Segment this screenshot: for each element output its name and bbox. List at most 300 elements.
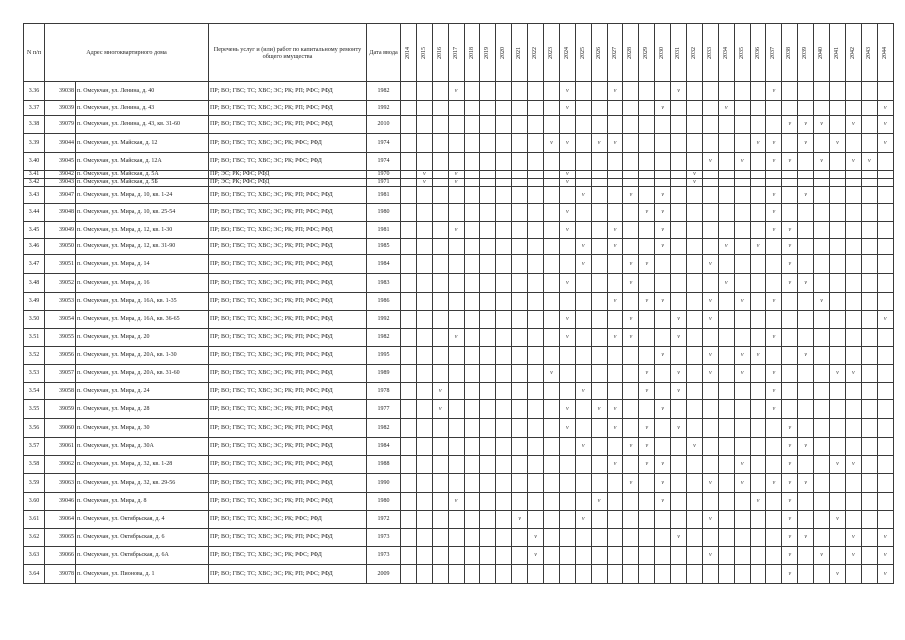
year-cell-2026 — [591, 529, 607, 547]
year-cell-2036 — [750, 474, 766, 493]
year-cell-2035 — [734, 171, 750, 179]
year-cell-2039 — [798, 365, 814, 383]
year-cell-2014 — [401, 474, 417, 493]
year-cell-2041 — [830, 274, 846, 293]
services-list: ПР; ЭС; РК; РФС; РФД — [209, 171, 367, 179]
year-cell-2041 — [830, 204, 846, 222]
year-cell-2042 — [845, 329, 861, 347]
house-code: 39038 — [45, 82, 76, 101]
year-cell-2016 — [432, 565, 448, 584]
year-cell-2015 — [416, 365, 432, 383]
year-cell-2029 — [639, 565, 655, 584]
work-mark-2030: v — [655, 456, 671, 474]
year-cell-2043 — [861, 565, 877, 584]
work-mark-2039: v — [798, 474, 814, 493]
row-number: 3.41 — [24, 171, 45, 179]
house-address: п. Омсукчан, ул. Мира, д. 24 — [76, 383, 209, 400]
year-cell-2041 — [830, 547, 846, 565]
work-mark-2033: v — [702, 474, 718, 493]
house-address: п. Омсукчан, ул. Мира, д. 30 — [76, 419, 209, 438]
year-cell-2033 — [702, 493, 718, 511]
year-cell-2019 — [480, 565, 496, 584]
year-cell-2033 — [702, 329, 718, 347]
work-mark-2023: v — [544, 134, 560, 153]
house-code: 39054 — [45, 311, 76, 329]
year-cell-2028 — [623, 171, 639, 179]
work-mark-2044: v — [877, 565, 893, 584]
year-cell-2036 — [750, 565, 766, 584]
row-number: 3.43 — [24, 187, 45, 204]
year-cell-2041 — [830, 179, 846, 187]
year-cell-2029 — [639, 329, 655, 347]
year-cell-2033 — [702, 187, 718, 204]
year-cell-2034 — [718, 187, 734, 204]
year-cell-2014 — [401, 239, 417, 255]
year-cell-2042 — [845, 134, 861, 153]
year-cell-2040 — [814, 239, 830, 255]
year-cell-2043 — [861, 474, 877, 493]
year-cell-2030 — [655, 179, 671, 187]
work-mark-2028: v — [623, 274, 639, 293]
work-mark-2043: v — [861, 153, 877, 171]
commission-year: 1977 — [367, 400, 401, 419]
year-cell-2040 — [814, 101, 830, 116]
year-cell-2026 — [591, 311, 607, 329]
work-mark-2027: v — [607, 82, 623, 101]
year-cell-2031 — [671, 116, 687, 134]
year-cell-2024 — [559, 456, 575, 474]
house-code: 39050 — [45, 239, 76, 255]
year-cell-2028 — [623, 419, 639, 438]
house-code: 39055 — [45, 329, 76, 347]
year-cell-2044 — [877, 153, 893, 171]
work-mark-2024: v — [559, 101, 575, 116]
table-row — [24, 329, 894, 347]
year-cell-2036 — [750, 547, 766, 565]
year-cell-2039 — [798, 255, 814, 274]
year-cell-2031 — [671, 565, 687, 584]
year-cell-2022 — [528, 239, 544, 255]
year-cell-2022 — [528, 255, 544, 274]
commission-year: 1973 — [367, 529, 401, 547]
year-cell-2036 — [750, 311, 766, 329]
house-address: п. Омсукчан, ул. Майская, д. 12А — [76, 153, 209, 171]
year-cell-2033 — [702, 171, 718, 179]
year-cell-2029 — [639, 153, 655, 171]
work-mark-2038: v — [782, 529, 798, 547]
house-address: п. Омсукчан, ул. Майская, д. 5А — [76, 171, 209, 179]
work-mark-2031: v — [671, 311, 687, 329]
year-cell-2020 — [496, 101, 512, 116]
year-cell-2032 — [687, 474, 703, 493]
year-cell-2022 — [528, 187, 544, 204]
services-list: ПР; ВО; ГВС; ТС; ХВС; ЭС; РК; РП; РФС; РФД — [209, 565, 367, 584]
year-cell-2021 — [512, 179, 528, 187]
year-cell-2022 — [528, 82, 544, 101]
services-list: ПР; ВО; ГВС; ТС; ХВС; ЭС; РК; РП; РФС; РФД — [209, 474, 367, 493]
work-mark-2037: v — [766, 134, 782, 153]
work-mark-2038: v — [782, 565, 798, 584]
year-cell-2029 — [639, 82, 655, 101]
house-address: п. Омсукчан, ул. Майская, д. 12 — [76, 134, 209, 153]
commission-year: 2009 — [367, 565, 401, 584]
header-year-2032: 2032 — [687, 24, 703, 82]
year-cell-2034 — [718, 529, 734, 547]
year-cell-2033 — [702, 529, 718, 547]
year-cell-2041 — [830, 101, 846, 116]
year-cell-2025 — [575, 311, 591, 329]
year-cell-2020 — [496, 293, 512, 311]
header-year-2028: 2028 — [623, 24, 639, 82]
year-cell-2021 — [512, 239, 528, 255]
year-cell-2032 — [687, 329, 703, 347]
year-cell-2030 — [655, 419, 671, 438]
house-code: 39057 — [45, 365, 76, 383]
commission-year: 1988 — [367, 456, 401, 474]
work-mark-2016: v — [432, 400, 448, 419]
year-cell-2019 — [480, 239, 496, 255]
year-cell-2018 — [464, 101, 480, 116]
work-mark-2038: v — [782, 493, 798, 511]
commission-year: 1990 — [367, 474, 401, 493]
house-code: 39048 — [45, 204, 76, 222]
year-cell-2017 — [448, 134, 464, 153]
year-cell-2036 — [750, 274, 766, 293]
year-cell-2035 — [734, 116, 750, 134]
row-number: 3.54 — [24, 383, 45, 400]
year-cell-2015 — [416, 222, 432, 239]
table-row — [24, 239, 894, 255]
year-cell-2040 — [814, 274, 830, 293]
year-cell-2041 — [830, 293, 846, 311]
services-list: ПР; ВО; ГВС; ТС; ХВС; ЭС; РК; РП; РФС; РФД — [209, 347, 367, 365]
year-cell-2015 — [416, 529, 432, 547]
year-cell-2044 — [877, 329, 893, 347]
year-cell-2038 — [782, 204, 798, 222]
row-number: 3.38 — [24, 116, 45, 134]
header-year-2014: 2014 — [401, 24, 417, 82]
row-number: 3.48 — [24, 274, 45, 293]
year-cell-2034 — [718, 255, 734, 274]
year-cell-2033 — [702, 204, 718, 222]
year-cell-2023 — [544, 222, 560, 239]
year-cell-2038 — [782, 187, 798, 204]
work-mark-2027: v — [607, 293, 623, 311]
year-cell-2029 — [639, 101, 655, 116]
year-cell-2024 — [559, 347, 575, 365]
year-cell-2014 — [401, 274, 417, 293]
header-year-2040: 2040 — [814, 24, 830, 82]
year-cell-2020 — [496, 311, 512, 329]
table-row — [24, 255, 894, 274]
header-year-2026: 2026 — [591, 24, 607, 82]
year-cell-2020 — [496, 255, 512, 274]
work-mark-2017: v — [448, 82, 464, 101]
table-row — [24, 493, 894, 511]
header-year-2036: 2036 — [750, 24, 766, 82]
year-cell-2016 — [432, 511, 448, 529]
year-cell-2018 — [464, 365, 480, 383]
work-mark-2042: v — [845, 153, 861, 171]
work-mark-2030: v — [655, 222, 671, 239]
header-services: Перечень услуг и (или) работ по капитальному ремонту общего имущества — [209, 24, 367, 82]
house-code: 39063 — [45, 474, 76, 493]
year-cell-2033 — [702, 82, 718, 101]
work-mark-2044: v — [877, 101, 893, 116]
table-row — [24, 547, 894, 565]
work-mark-2030: v — [655, 493, 671, 511]
year-cell-2014 — [401, 329, 417, 347]
year-cell-2028 — [623, 529, 639, 547]
work-mark-2028: v — [623, 329, 639, 347]
year-cell-2025 — [575, 274, 591, 293]
year-cell-2032 — [687, 293, 703, 311]
year-cell-2014 — [401, 204, 417, 222]
year-cell-2015 — [416, 293, 432, 311]
year-cell-2040 — [814, 179, 830, 187]
table-row — [24, 383, 894, 400]
year-cell-2014 — [401, 493, 417, 511]
year-cell-2021 — [512, 400, 528, 419]
year-cell-2044 — [877, 239, 893, 255]
year-cell-2034 — [718, 153, 734, 171]
year-cell-2028 — [623, 511, 639, 529]
year-cell-2020 — [496, 565, 512, 584]
work-mark-2041: v — [830, 565, 846, 584]
year-cell-2023 — [544, 383, 560, 400]
commission-year: 1981 — [367, 187, 401, 204]
row-number: 3.46 — [24, 239, 45, 255]
year-cell-2015 — [416, 347, 432, 365]
year-cell-2022 — [528, 116, 544, 134]
year-cell-2015 — [416, 153, 432, 171]
year-cell-2018 — [464, 565, 480, 584]
house-code: 39042 — [45, 171, 76, 179]
year-cell-2035 — [734, 329, 750, 347]
year-cell-2043 — [861, 274, 877, 293]
year-cell-2015 — [416, 511, 432, 529]
work-mark-2034: v — [718, 239, 734, 255]
year-cell-2034 — [718, 293, 734, 311]
house-address: п. Омсукчан, ул. Мира, д. 32, кв. 29-56 — [76, 474, 209, 493]
year-cell-2032 — [687, 311, 703, 329]
year-cell-2040 — [814, 204, 830, 222]
year-cell-2018 — [464, 383, 480, 400]
house-address: п. Омсукчан, ул. Мира, д. 10, кв. 25-54 — [76, 204, 209, 222]
house-code: 39064 — [45, 511, 76, 529]
header-year: Дата ввода — [367, 24, 401, 82]
year-cell-2033 — [702, 239, 718, 255]
year-cell-2018 — [464, 204, 480, 222]
year-cell-2043 — [861, 116, 877, 134]
year-cell-2014 — [401, 365, 417, 383]
year-cell-2017 — [448, 529, 464, 547]
year-cell-2017 — [448, 293, 464, 311]
table-row — [24, 171, 894, 179]
year-cell-2016 — [432, 419, 448, 438]
year-cell-2023 — [544, 255, 560, 274]
year-cell-2044 — [877, 400, 893, 419]
work-mark-2042: v — [845, 529, 861, 547]
year-cell-2014 — [401, 400, 417, 419]
year-cell-2015 — [416, 474, 432, 493]
year-cell-2043 — [861, 419, 877, 438]
year-cell-2016 — [432, 179, 448, 187]
year-cell-2020 — [496, 171, 512, 179]
year-cell-2037 — [766, 311, 782, 329]
year-cell-2040 — [814, 222, 830, 239]
year-cell-2044 — [877, 493, 893, 511]
house-code: 39059 — [45, 400, 76, 419]
year-cell-2016 — [432, 116, 448, 134]
year-cell-2042 — [845, 187, 861, 204]
year-cell-2021 — [512, 293, 528, 311]
year-cell-2016 — [432, 347, 448, 365]
year-cell-2030 — [655, 134, 671, 153]
work-mark-2017: v — [448, 179, 464, 187]
year-cell-2042 — [845, 255, 861, 274]
row-number: 3.58 — [24, 456, 45, 474]
year-cell-2042 — [845, 204, 861, 222]
work-mark-2031: v — [671, 383, 687, 400]
year-cell-2031 — [671, 347, 687, 365]
year-cell-2039 — [798, 222, 814, 239]
header-address: Адрес многоквартирного дома — [45, 24, 209, 82]
house-code: 39079 — [45, 116, 76, 134]
work-mark-2024: v — [559, 134, 575, 153]
year-cell-2042 — [845, 400, 861, 419]
year-cell-2035 — [734, 187, 750, 204]
year-cell-2032 — [687, 383, 703, 400]
year-cell-2031 — [671, 101, 687, 116]
year-cell-2030 — [655, 547, 671, 565]
year-cell-2035 — [734, 204, 750, 222]
services-list: ПР; ВО; ГВС; ТС; ХВС; ЭС; РК; РП; РФС; РФД — [209, 255, 367, 274]
year-cell-2042 — [845, 511, 861, 529]
work-mark-2035: v — [734, 365, 750, 383]
work-mark-2027: v — [607, 329, 623, 347]
year-cell-2017 — [448, 547, 464, 565]
year-cell-2017 — [448, 365, 464, 383]
year-cell-2021 — [512, 82, 528, 101]
year-cell-2029 — [639, 179, 655, 187]
year-cell-2024 — [559, 438, 575, 456]
year-cell-2040 — [814, 134, 830, 153]
year-cell-2018 — [464, 255, 480, 274]
year-cell-2034 — [718, 171, 734, 179]
year-cell-2023 — [544, 438, 560, 456]
year-cell-2032 — [687, 419, 703, 438]
year-cell-2021 — [512, 365, 528, 383]
year-cell-2028 — [623, 153, 639, 171]
year-cell-2017 — [448, 474, 464, 493]
year-cell-2029 — [639, 134, 655, 153]
services-list: ПР; ВО; ГВС; ТС; ХВС; ЭС; РК; РП; РФС; РФД — [209, 456, 367, 474]
year-cell-2044 — [877, 347, 893, 365]
year-cell-2029 — [639, 171, 655, 179]
year-cell-2039 — [798, 179, 814, 187]
work-mark-2017: v — [448, 329, 464, 347]
year-cell-2042 — [845, 493, 861, 511]
year-cell-2021 — [512, 329, 528, 347]
row-number: 3.63 — [24, 547, 45, 565]
house-code: 39056 — [45, 347, 76, 365]
year-cell-2041 — [830, 171, 846, 179]
year-cell-2027 — [607, 255, 623, 274]
house-code: 39053 — [45, 293, 76, 311]
year-cell-2030 — [655, 383, 671, 400]
year-cell-2017 — [448, 274, 464, 293]
year-cell-2032 — [687, 511, 703, 529]
year-cell-2043 — [861, 82, 877, 101]
year-cell-2015 — [416, 187, 432, 204]
year-cell-2037 — [766, 171, 782, 179]
work-mark-2038: v — [782, 255, 798, 274]
header-year-2029: 2029 — [639, 24, 655, 82]
year-cell-2027 — [607, 565, 623, 584]
year-cell-2019 — [480, 153, 496, 171]
row-number: 3.64 — [24, 565, 45, 584]
table-row — [24, 365, 894, 383]
work-mark-2028: v — [623, 187, 639, 204]
work-mark-2030: v — [655, 347, 671, 365]
year-cell-2019 — [480, 255, 496, 274]
work-mark-2030: v — [655, 400, 671, 419]
year-cell-2014 — [401, 456, 417, 474]
year-cell-2034 — [718, 493, 734, 511]
work-mark-2029: v — [639, 255, 655, 274]
year-cell-2042 — [845, 82, 861, 101]
header-year-2039: 2039 — [798, 24, 814, 82]
year-cell-2032 — [687, 153, 703, 171]
table-row — [24, 116, 894, 134]
year-cell-2021 — [512, 255, 528, 274]
house-address: п. Омсукчан, ул. Мира, д. 28 — [76, 400, 209, 419]
year-cell-2044 — [877, 179, 893, 187]
year-cell-2037 — [766, 239, 782, 255]
work-mark-2033: v — [702, 255, 718, 274]
year-cell-2032 — [687, 187, 703, 204]
year-cell-2017 — [448, 204, 464, 222]
year-cell-2019 — [480, 204, 496, 222]
year-cell-2042 — [845, 274, 861, 293]
year-cell-2017 — [448, 565, 464, 584]
work-mark-2033: v — [702, 311, 718, 329]
year-cell-2043 — [861, 293, 877, 311]
year-cell-2041 — [830, 474, 846, 493]
work-mark-2028: v — [623, 311, 639, 329]
work-mark-2017: v — [448, 493, 464, 511]
year-cell-2042 — [845, 438, 861, 456]
table-row — [24, 347, 894, 365]
year-cell-2031 — [671, 400, 687, 419]
year-cell-2040 — [814, 329, 830, 347]
year-cell-2044 — [877, 474, 893, 493]
year-cell-2025 — [575, 456, 591, 474]
year-cell-2018 — [464, 171, 480, 179]
year-cell-2041 — [830, 329, 846, 347]
work-mark-2024: v — [559, 171, 575, 179]
year-cell-2021 — [512, 493, 528, 511]
year-cell-2040 — [814, 187, 830, 204]
year-cell-2015 — [416, 400, 432, 419]
year-cell-2035 — [734, 255, 750, 274]
house-code: 39043 — [45, 179, 76, 187]
work-mark-2031: v — [671, 365, 687, 383]
year-cell-2040 — [814, 438, 830, 456]
year-cell-2023 — [544, 187, 560, 204]
year-cell-2024 — [559, 511, 575, 529]
